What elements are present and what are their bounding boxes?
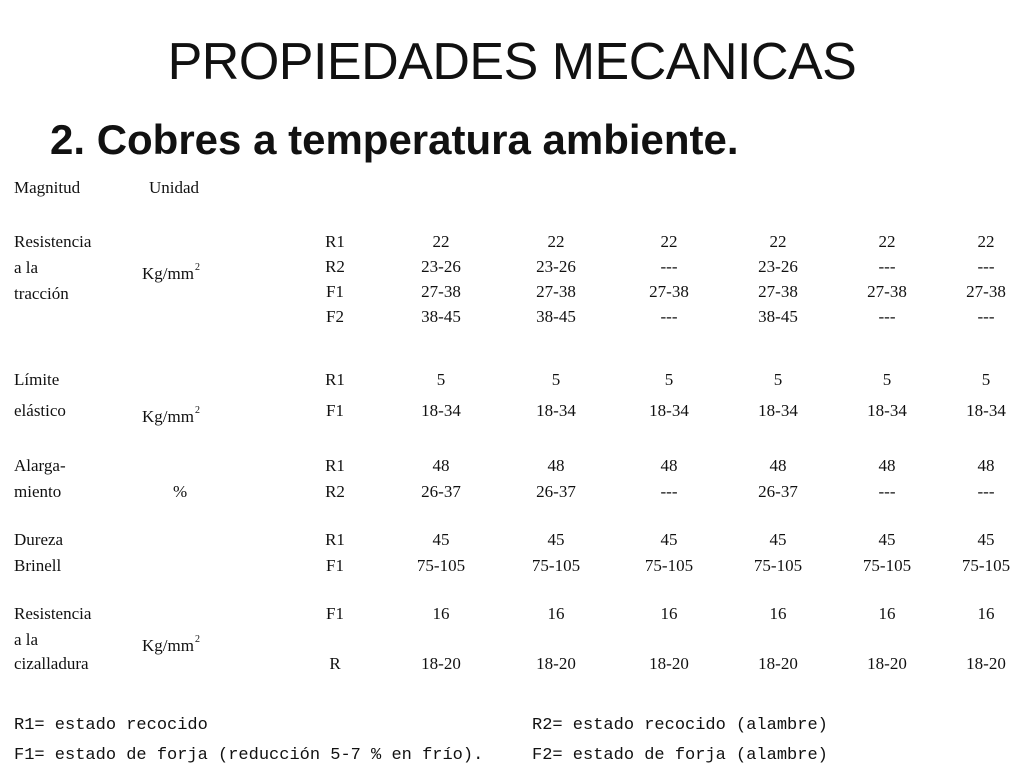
value-cell: --- — [660, 307, 678, 326]
value-cell: 38-45 — [421, 307, 461, 326]
condition-cell: R2 — [325, 482, 345, 501]
value-cell: 45 — [432, 530, 450, 549]
value-cell: 18-34 — [421, 401, 461, 420]
value-cell: 26-37 — [421, 482, 461, 501]
condition-cell: F1 — [326, 282, 344, 301]
value-cell: 27-38 — [966, 282, 1006, 301]
value-cell: 75-105 — [416, 556, 466, 575]
value-cell: 45 — [660, 530, 678, 549]
legend-r2: R2= estado recocido (alambre) — [532, 716, 828, 735]
group-label-line: miento — [14, 482, 62, 501]
value-cell: 48 — [660, 456, 678, 475]
value-cell: 48 — [432, 456, 450, 475]
value-cell: 45 — [977, 530, 995, 549]
value-cell: 5 — [664, 370, 674, 389]
value-cell: 22 — [660, 232, 678, 251]
condition-cell: R — [329, 654, 341, 673]
header-unit: Unidad — [149, 178, 200, 197]
value-cell: --- — [977, 307, 995, 326]
value-cell: 16 — [769, 604, 787, 623]
value-cell: 18-20 — [649, 654, 689, 673]
value-cell: --- — [878, 307, 896, 326]
value-cell: 16 — [878, 604, 896, 623]
value-cell: 48 — [547, 456, 565, 475]
condition-cell: R2 — [325, 257, 345, 276]
group-label-line: Límite — [14, 370, 60, 389]
condition-cell: F1 — [326, 556, 344, 575]
value-cell: 23-26 — [758, 257, 798, 276]
value-cell: 23-26 — [421, 257, 461, 276]
slide-subtitle: 2. Cobres a temperatura ambiente. — [50, 116, 739, 163]
value-cell: 22 — [878, 232, 896, 251]
value-cell: 22 — [977, 232, 995, 251]
value-cell: 48 — [977, 456, 995, 475]
group-label-line: a la — [14, 258, 39, 277]
value-cell: 38-45 — [536, 307, 576, 326]
group-label-line: Alarga- — [14, 456, 66, 475]
group-label-line: tracción — [14, 284, 69, 303]
value-cell: 16 — [432, 604, 450, 623]
value-cell: 18-20 — [421, 654, 461, 673]
legend-f2: F2= estado de forja (alambre) — [532, 746, 828, 765]
value-cell: 75-105 — [862, 556, 912, 575]
condition-cell: R1 — [325, 530, 345, 549]
condition-cell: F2 — [326, 307, 344, 326]
slide-title: PROPIEDADES MECANICAS — [167, 33, 857, 91]
value-cell: 18-34 — [536, 401, 576, 420]
value-cell: 18-20 — [536, 654, 576, 673]
group-label-line: a la — [14, 630, 39, 649]
value-cell: 45 — [878, 530, 896, 549]
value-cell: 18-20 — [867, 654, 907, 673]
value-cell: 5 — [436, 370, 446, 389]
value-cell: 5 — [981, 370, 991, 389]
condition-cell: R1 — [325, 456, 345, 475]
condition-cell: F1 — [326, 604, 344, 623]
value-cell: 26-37 — [536, 482, 576, 501]
value-cell: 45 — [547, 530, 565, 549]
value-cell: 23-26 — [536, 257, 576, 276]
legend-f1: F1= estado de forja (reducción 5-7 % en frío). — [14, 746, 484, 765]
value-cell: 75-105 — [531, 556, 581, 575]
group-label-line: Brinell — [14, 556, 62, 575]
condition-cell: R1 — [325, 370, 345, 389]
value-cell: 22 — [432, 232, 450, 251]
unit-cell: $Kg/mm^2$ — [142, 262, 200, 283]
value-cell: --- — [660, 257, 678, 276]
value-cell: 48 — [878, 456, 896, 475]
value-cell: 18-34 — [758, 401, 798, 420]
group-label-line: elástico — [14, 401, 66, 420]
group-label-line: Resistencia — [14, 604, 92, 623]
group-label-line: Resistencia — [14, 232, 92, 251]
value-cell: 27-38 — [649, 282, 689, 301]
value-cell: 75-105 — [753, 556, 803, 575]
value-cell: 22 — [547, 232, 565, 251]
value-cell: 26-37 — [758, 482, 798, 501]
value-cell: 27-38 — [536, 282, 576, 301]
value-cell: 18-34 — [649, 401, 689, 420]
value-cell: 27-38 — [867, 282, 907, 301]
value-cell: 18-34 — [966, 401, 1006, 420]
unit-cell: % — [173, 482, 188, 501]
value-cell: --- — [878, 257, 896, 276]
value-cell: 5 — [551, 370, 561, 389]
value-cell: 5 — [773, 370, 783, 389]
value-cell: 75-105 — [644, 556, 694, 575]
legend-r1: R1= estado recocido — [14, 716, 208, 735]
header-magnitude: Magnitud — [14, 178, 81, 197]
unit-cell: $Kg/mm^2$ — [142, 634, 200, 655]
value-cell: 22 — [769, 232, 787, 251]
value-cell: --- — [977, 257, 995, 276]
value-cell: 18-20 — [966, 654, 1006, 673]
value-cell: --- — [660, 482, 678, 501]
value-cell: 75-105 — [961, 556, 1011, 575]
value-cell: 16 — [977, 604, 995, 623]
condition-cell: F1 — [326, 401, 344, 420]
value-cell: 45 — [769, 530, 787, 549]
value-cell: 18-20 — [758, 654, 798, 673]
value-cell: 16 — [547, 604, 565, 623]
value-cell: 27-38 — [421, 282, 461, 301]
value-cell: --- — [977, 482, 995, 501]
value-cell: 5 — [882, 370, 892, 389]
group-label-line: cizalladura — [14, 654, 89, 673]
value-cell: 38-45 — [758, 307, 798, 326]
value-cell: 48 — [769, 456, 787, 475]
group-label-line: Dureza — [14, 530, 64, 549]
value-cell: --- — [878, 482, 896, 501]
condition-cell: R1 — [325, 232, 345, 251]
unit-cell: $Kg/mm^2$ — [142, 405, 200, 426]
value-cell: 16 — [660, 604, 678, 623]
value-cell: 18-34 — [867, 401, 907, 420]
value-cell: 27-38 — [758, 282, 798, 301]
